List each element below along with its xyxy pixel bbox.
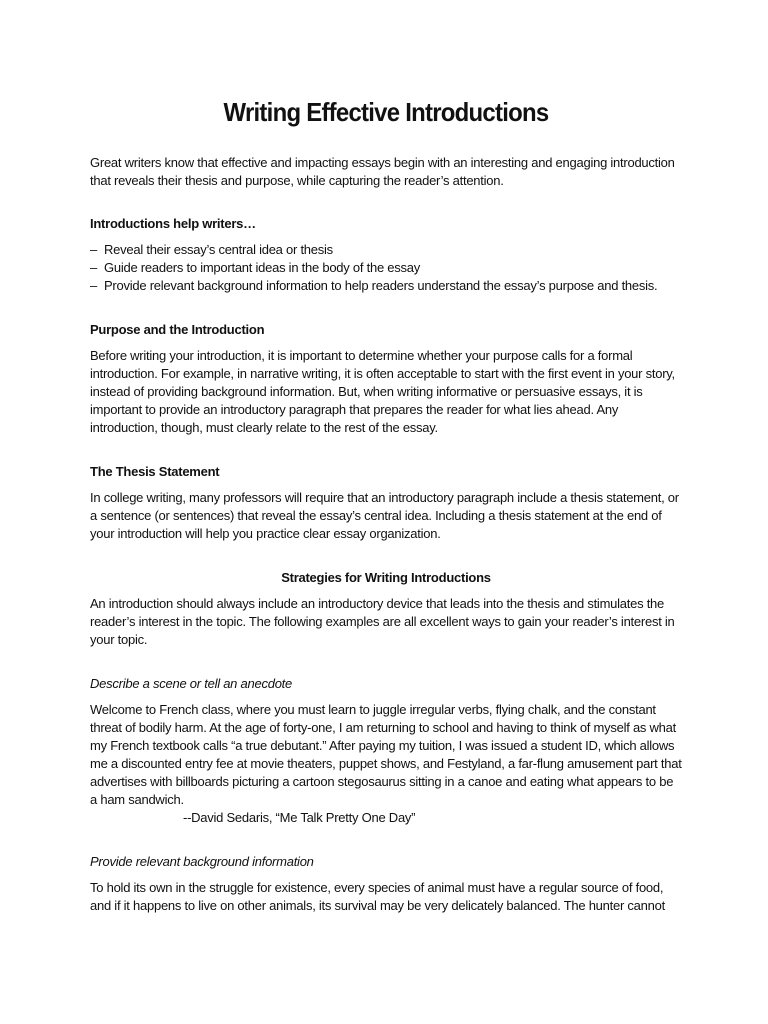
list-item-text: Guide readers to important ideas in the body of the essay [104,260,420,275]
intro-paragraph: Great writers know that effective and impacting essays begin with an interesting and engaging introduction that reveals their thesis and purpose, while capturing the reader’s attention. [90,155,675,188]
dash-bullet: – [90,278,97,293]
background-paragraph: To hold its own in the struggle for existence, every species of animal must have a regular source of food, and if it happens to live on other animals, its survival may be very delicately balanced. The hunter cannot [90,880,665,913]
list-item [90,259,682,277]
strategies-paragraph: An introduction should always include an introductory device that leads into the thesis and stimulates the reader’s interest in the topic. The following examples are all excellent ways to gain your reader’s interest in your topic. [90,596,675,647]
list-item [90,277,682,295]
help-list [90,241,682,295]
page-title: Writing Effective Introductions [223,97,549,127]
scene-heading: Describe a scene or tell an anecdote [90,676,293,691]
purpose-paragraph: Before writing your introduction, it is important to determine whether your purpose calls for a formal introduction. For example, in narrative writing, it is often acceptable to start with the first event in your story, instead of providing background information. But, when writing informative or persuasive essays, it is important to provide an introductory paragraph that prepares the reader for what lies ahead. Any introduction, though, must clearly relate to the rest of the essay. [90,348,675,435]
purpose-heading: Purpose and the Introduction [90,322,265,337]
list-item [90,241,682,259]
list-item-text: Reveal their essay’s central idea or thesis [104,242,333,257]
scene-paragraph: Welcome to French class, where you must learn to juggle irregular verbs, flying chalk, and the constant threat of bodily harm. At the age of forty-one, I am returning to school and having to think of myself as what my French textbook calls “a true debutant.” After paying my tuition, I was issued a student ID, which allows me a discounted entry fee at movie theaters, puppet shows, and Festyland, a far-flung amusement part that advertises with billboards picturing a cartoon stegosaurus sitting in a canoe and eating what appears to be a ham sandwich. [90,702,682,807]
background-heading: Provide relevant background information [90,854,314,869]
list-item-text: Provide relevant background information to help readers understand the essay’s purpose and thesis. [104,278,658,293]
thesis-heading: The Thesis Statement [90,464,220,479]
help-heading: Introductions help writers… [90,216,256,231]
thesis-paragraph: In college writing, many professors will require that an introductory paragraph include a thesis statement, or a sentence (or sentences) that reveal the essay’s central idea. Including a thesis statement at the end of your introduction will help you practice clear essay organization. [90,490,679,541]
strategies-heading: Strategies for Writing Introductions [281,570,491,585]
dash-bullet: – [90,260,97,275]
document-content [90,90,682,915]
dash-bullet: – [90,242,97,257]
scene-attribution: --David Sedaris, “Me Talk Pretty One Day” [183,810,416,825]
